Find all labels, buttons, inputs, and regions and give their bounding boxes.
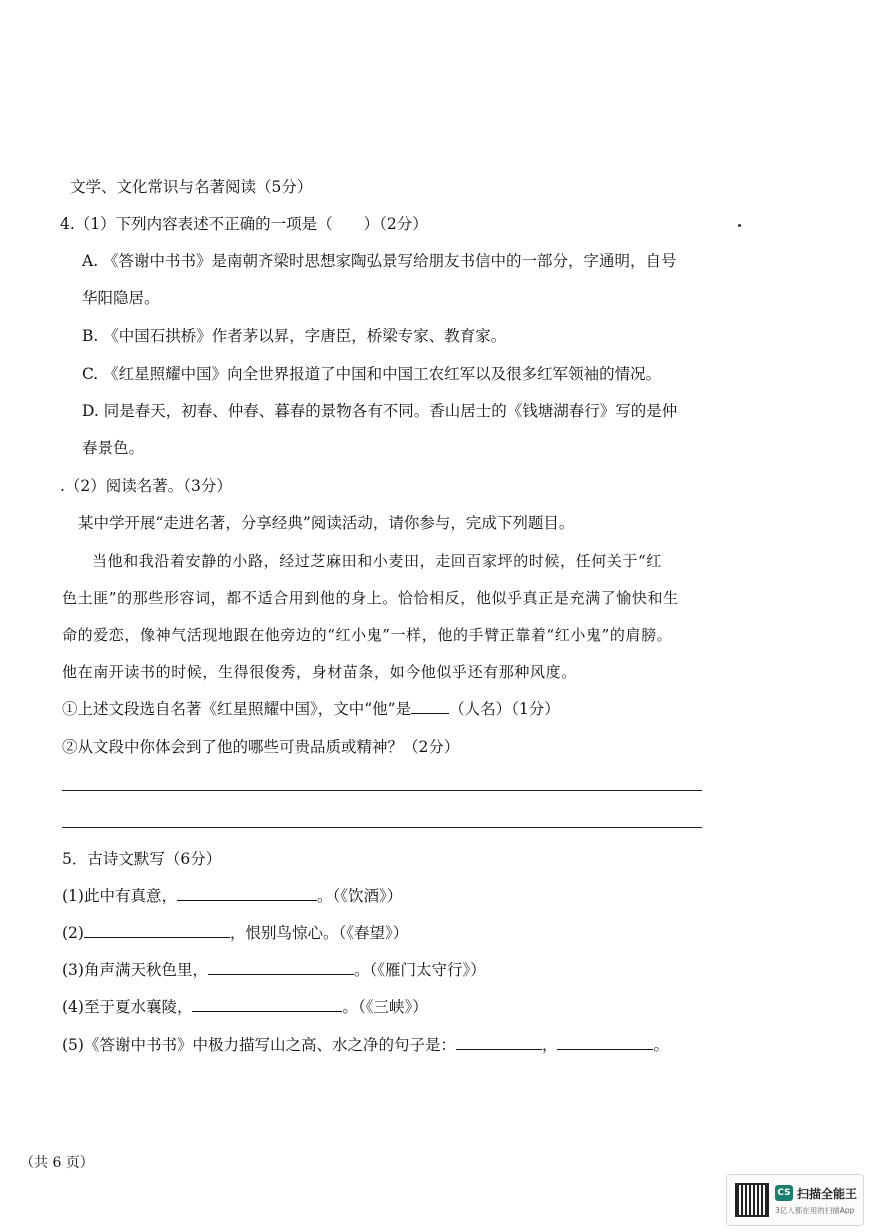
q5-item-2 [62,922,408,944]
q5-item-5-pre: (5)《答谢中书书》中极力描写山之高、水之净的句子是： [62,1036,456,1054]
passage-line-1: 当他和我沿着安静的小路，经过芝麻田和小麦田，走回百家坪的时候，任何关于“红 [92,552,662,570]
qr-code-icon [735,1183,769,1217]
q4-intro: 某中学开展“走进名著，分享经典”阅读活动，请你参与，完成下列题目。 [78,514,575,532]
passage-line-3: 命的爱恋，像神气活现地跟在他旁边的“红小鬼”一样，他的手臂正靠着“红小鬼”的肩膀。 [62,626,673,644]
q5-item-3-blank[interactable] [208,960,354,975]
q4-sub2: ②从文段中你体会到了他的哪些可贵品质或精神？（2分） [62,738,460,756]
brand-slogan: 3亿人都在用的扫描App [775,1206,855,1215]
brand-name: 扫描全能王 [797,1187,858,1201]
q5-item-2-pre: (2) [62,924,84,942]
q5-item-4-pre: (4)至于夏水襄陵， [62,998,193,1016]
q5-item-1-pre: (1)此中有真意， [62,887,177,905]
q5-item-5-mid: ， [541,1036,558,1054]
q5-item-4-post: 。（《三峡》） [342,998,428,1016]
q4-stem-2: .（2）阅读名著。（3分） [60,477,232,495]
q5-item-3-post: 。（《雁门太守行》） [353,961,486,979]
scanner-watermark [726,1174,864,1226]
q5-item-1-blank[interactable] [177,886,317,901]
q5-item-3-pre: (3)角声满天秋色里， [62,961,208,979]
q4-sub1-text: ①上述文段选自名著《红星照耀中国》，文中“他”是 [62,700,412,718]
q4-stem-1: 4.（1）下列内容表述不正确的一项是（ ）（2分） [60,215,428,233]
q5-item-5-post: 。 [653,1036,669,1054]
cs-logo-icon: CS [775,1185,793,1201]
q4-option-a-line1: A. 《答谢中书书》是南朝齐梁时思想家陶弘景写给朋友书信中的一部分，字通明，自号 [82,252,677,270]
q5-title: 5．古诗文默写（6分） [62,850,222,868]
q5-item-5 [62,1034,669,1056]
q4-sub1 [62,698,560,720]
q5-item-1 [62,885,402,907]
q4-option-b: B. 《中国石拱桥》作者茅以昇，字唐臣，桥梁专家、教育家。 [82,327,507,345]
passage-line-4: 他在南开读书的时候，生得很俊秀，身材苗条，如今他似乎还有那种风度。 [62,663,577,681]
q4-sub1-suffix: （人名）（1分） [449,700,560,718]
answer-line-2[interactable] [62,827,702,828]
page-footer: （共 6 页） [20,1155,94,1171]
q5-item-3 [62,959,486,981]
q5-item-5-blank-1[interactable] [456,1035,542,1050]
q4-option-a-line2: 华阳隐居。 [82,289,160,307]
q5-item-4-blank[interactable] [192,997,342,1012]
q4-option-d-line1: D. 同是春天，初春、仲春、暮春的景物各有不同。香山居士的《钱塘湖春行》写的是仲 [82,402,678,420]
passage-line-2: 色土匪”的那些形容词，都不适合用到他的身上。恰恰相反，他似乎真正是充满了愉快和生 [62,589,679,607]
q4-sub1-blank[interactable] [411,699,449,714]
q5-item-1-post: 。（《饮酒》） [316,887,403,905]
section-title: 文学、文化常识与名著阅读（5分） [70,178,313,196]
scan-speck [738,224,741,227]
q5-item-2-post: ，恨别鸟惊心。（《春望》） [229,924,409,942]
q5-item-2-blank[interactable] [84,923,230,938]
q4-option-c: C. 《红星照耀中国》向全世界报道了中国和中国工农红军以及很多红军领袖的情况。 [82,365,662,383]
q5-item-5-blank-2[interactable] [557,1035,653,1050]
q4-option-d-line2: 春景色。 [82,439,145,457]
answer-line-1[interactable] [62,790,702,791]
q5-item-4 [62,996,428,1018]
